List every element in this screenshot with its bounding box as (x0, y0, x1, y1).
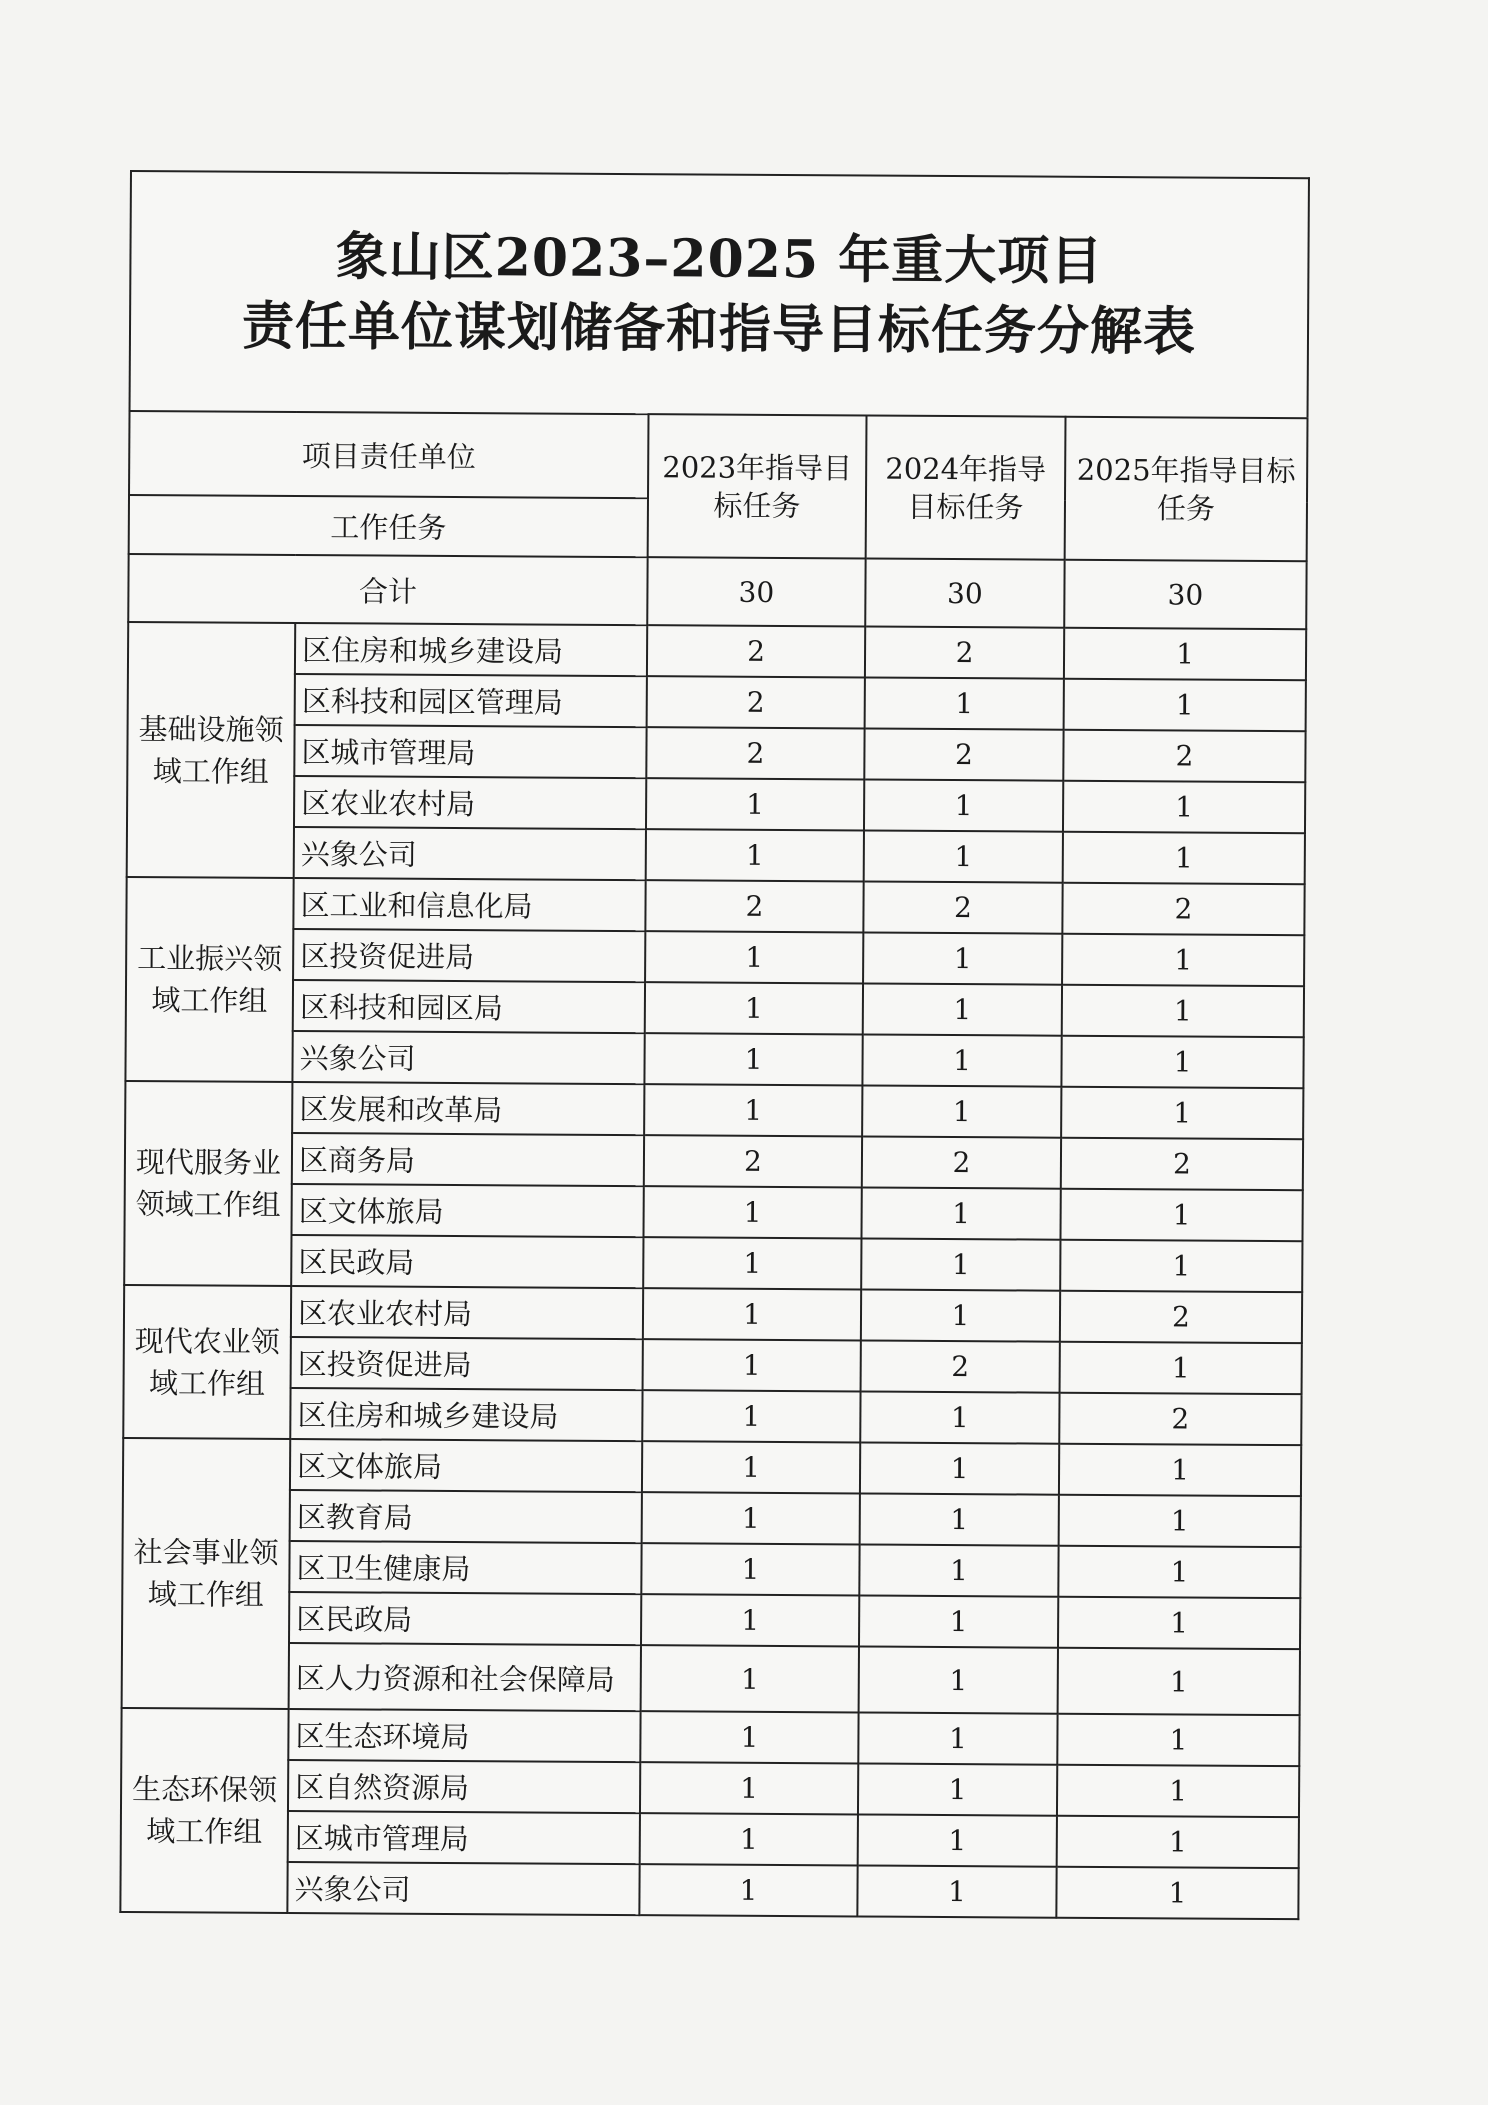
value-2024: 2 (863, 881, 1062, 933)
unit-name: 区文体旅局 (291, 1184, 643, 1237)
value-2024: 2 (865, 626, 1064, 678)
value-2025: 1 (1062, 985, 1304, 1037)
value-2023: 1 (642, 1492, 860, 1544)
unit-name: 区农业农村局 (294, 776, 646, 829)
unit-name: 区投资促进局 (291, 1337, 643, 1390)
value-2025: 1 (1057, 1714, 1299, 1766)
value-2025: 2 (1061, 1138, 1303, 1190)
table-row (125, 1183, 1303, 1241)
unit-name: 区城市管理局 (288, 1811, 640, 1864)
table-row (123, 1489, 1301, 1547)
table-row (123, 1387, 1301, 1445)
value-2025: 1 (1062, 934, 1304, 986)
year-2024-header: 2024年指导目标任务 (866, 416, 1066, 560)
value-2025: 1 (1063, 781, 1305, 833)
value-2025: 2 (1062, 883, 1304, 935)
total-2024: 30 (865, 559, 1064, 628)
task-header: 工作任务 (129, 495, 648, 557)
unit-name: 区住房和城乡建设局 (290, 1388, 642, 1441)
value-2023: 1 (643, 1288, 861, 1340)
value-2025: 1 (1057, 1765, 1299, 1817)
value-2025: 1 (1064, 628, 1306, 680)
value-2023: 1 (641, 1543, 859, 1595)
unit-name: 区教育局 (290, 1490, 642, 1543)
table-row (127, 724, 1305, 782)
value-2023: 2 (644, 1135, 862, 1187)
value-2023: 1 (644, 1084, 862, 1136)
value-2023: 1 (644, 1033, 862, 1085)
unit-name: 区自然资源局 (288, 1760, 640, 1813)
unit-name: 兴象公司 (292, 1031, 644, 1084)
value-2023: 1 (644, 1186, 862, 1238)
value-2025: 1 (1058, 1546, 1300, 1598)
value-2024: 2 (861, 1340, 1060, 1392)
value-2024: 1 (860, 1493, 1059, 1545)
title-line-1: 象山区2023–2025 年重大项目 (335, 226, 1104, 292)
value-2023: 1 (641, 1594, 859, 1646)
value-2024: 1 (862, 1187, 1061, 1239)
value-2024: 1 (858, 1712, 1057, 1764)
table-row (125, 1132, 1303, 1190)
year-2023-header: 2023年指导目标任务 (648, 414, 867, 558)
table-row (126, 928, 1304, 986)
value-2024: 2 (862, 1136, 1061, 1188)
total-2023: 30 (647, 557, 865, 626)
value-2023: 2 (645, 880, 863, 932)
value-2024: 1 (858, 1763, 1057, 1815)
value-2024: 1 (860, 1391, 1059, 1443)
group-name: 现代服务业领域工作组 (124, 1081, 292, 1286)
value-2023: 1 (642, 1441, 860, 1493)
value-2025: 1 (1058, 1648, 1300, 1715)
group-name: 社会事业领域工作组 (122, 1438, 291, 1709)
value-2023: 1 (640, 1711, 858, 1763)
document-sheet (119, 170, 1310, 1922)
unit-name: 区文体旅局 (290, 1439, 642, 1492)
unit-name: 区生态环境局 (288, 1709, 640, 1762)
unit-header: 项目责任单位 (129, 411, 649, 498)
table-row (125, 1081, 1303, 1139)
task-table (119, 410, 1308, 1920)
unit-name: 区民政局 (291, 1235, 643, 1288)
value-2023: 1 (642, 1390, 860, 1442)
value-2024: 2 (864, 728, 1063, 780)
table-row (122, 1591, 1300, 1649)
table-row (126, 877, 1304, 935)
header-row (129, 411, 1307, 502)
value-2025: 1 (1061, 1087, 1303, 1139)
group-name: 工业振兴领域工作组 (125, 877, 293, 1082)
value-2024: 1 (859, 1646, 1058, 1713)
group-name: 生态环保领域工作组 (120, 1708, 288, 1913)
table-row (121, 1708, 1299, 1766)
value-2023: 1 (640, 1762, 858, 1814)
value-2023: 2 (646, 727, 864, 779)
value-2023: 1 (643, 1237, 861, 1289)
value-2025: 1 (1060, 1342, 1302, 1394)
value-2025: 2 (1059, 1393, 1301, 1445)
table-row (128, 622, 1306, 680)
value-2023: 1 (646, 829, 864, 881)
table-row (124, 1285, 1302, 1343)
value-2024: 1 (859, 1544, 1058, 1596)
value-2024: 1 (864, 830, 1063, 882)
value-2025: 1 (1059, 1444, 1301, 1496)
unit-name: 兴象公司 (287, 1862, 639, 1915)
value-2023: 1 (646, 778, 864, 830)
value-2023: 1 (639, 1864, 857, 1916)
value-2024: 1 (862, 1085, 1061, 1137)
unit-name: 兴象公司 (294, 827, 646, 880)
unit-name: 区科技和园区管理局 (295, 674, 647, 727)
unit-name: 区工业和信息化局 (293, 878, 645, 931)
table-row (123, 1438, 1301, 1496)
unit-name: 区民政局 (289, 1592, 641, 1645)
group-name: 基础设施领域工作组 (127, 622, 296, 878)
value-2023: 2 (647, 676, 865, 728)
value-2024: 1 (863, 932, 1062, 984)
year-2025-header: 2025年指导目标任务 (1065, 417, 1308, 561)
table-row (124, 1234, 1302, 1292)
group-name: 现代农业领域工作组 (123, 1285, 291, 1439)
value-2025: 1 (1059, 1495, 1301, 1547)
value-2025: 1 (1060, 1240, 1302, 1292)
value-2024: 1 (860, 1442, 1059, 1494)
unit-name: 区住房和城乡建设局 (295, 623, 647, 676)
table-row (122, 1642, 1300, 1715)
value-2024: 1 (858, 1814, 1057, 1866)
value-2024: 1 (859, 1595, 1058, 1647)
task-table-body (120, 411, 1307, 1919)
table-row (127, 775, 1305, 833)
table-row (120, 1861, 1298, 1919)
value-2024: 1 (861, 1289, 1060, 1341)
value-2024: 1 (861, 1238, 1060, 1290)
value-2025: 1 (1057, 1816, 1299, 1868)
value-2025: 1 (1064, 679, 1306, 731)
total-label: 合计 (128, 554, 647, 625)
title-line-2: 责任单位谋划储备和指导目标任务分解表 (241, 295, 1197, 363)
value-2025: 1 (1056, 1867, 1298, 1919)
value-2024: 1 (862, 1034, 1061, 1086)
value-2025: 1 (1063, 832, 1305, 884)
table-row (125, 1030, 1303, 1088)
unit-name: 区卫生健康局 (289, 1541, 641, 1594)
value-2023: 2 (647, 625, 865, 677)
value-2023: 1 (645, 931, 863, 983)
value-2025: 1 (1058, 1597, 1300, 1649)
unit-name: 区投资促进局 (293, 929, 645, 982)
table-row (121, 1759, 1299, 1817)
value-2025: 2 (1060, 1291, 1302, 1343)
value-2024: 1 (865, 677, 1064, 729)
value-2023: 1 (640, 1813, 858, 1865)
total-2025: 30 (1064, 560, 1306, 629)
value-2023: 1 (645, 982, 863, 1034)
unit-name: 区人力资源和社会保障局 (289, 1643, 641, 1711)
value-2024: 1 (864, 779, 1063, 831)
table-row (126, 979, 1304, 1037)
value-2025: 2 (1063, 730, 1305, 782)
value-2023: 1 (641, 1645, 859, 1712)
table-row (121, 1810, 1299, 1868)
table-row (127, 826, 1305, 884)
value-2024: 1 (857, 1865, 1056, 1917)
table-row (128, 673, 1306, 731)
unit-name: 区发展和改革局 (292, 1082, 644, 1135)
title-block (129, 170, 1310, 417)
total-row (128, 554, 1306, 629)
unit-name: 区商务局 (292, 1133, 644, 1186)
table-row (122, 1540, 1300, 1598)
value-2025: 1 (1060, 1189, 1302, 1241)
unit-name: 区农业农村局 (291, 1286, 643, 1339)
value-2024: 1 (863, 983, 1062, 1035)
value-2023: 1 (643, 1339, 861, 1391)
unit-name: 区城市管理局 (294, 725, 646, 778)
unit-name: 区科技和园区局 (293, 980, 645, 1033)
table-row (124, 1336, 1302, 1394)
value-2025: 1 (1061, 1036, 1303, 1088)
